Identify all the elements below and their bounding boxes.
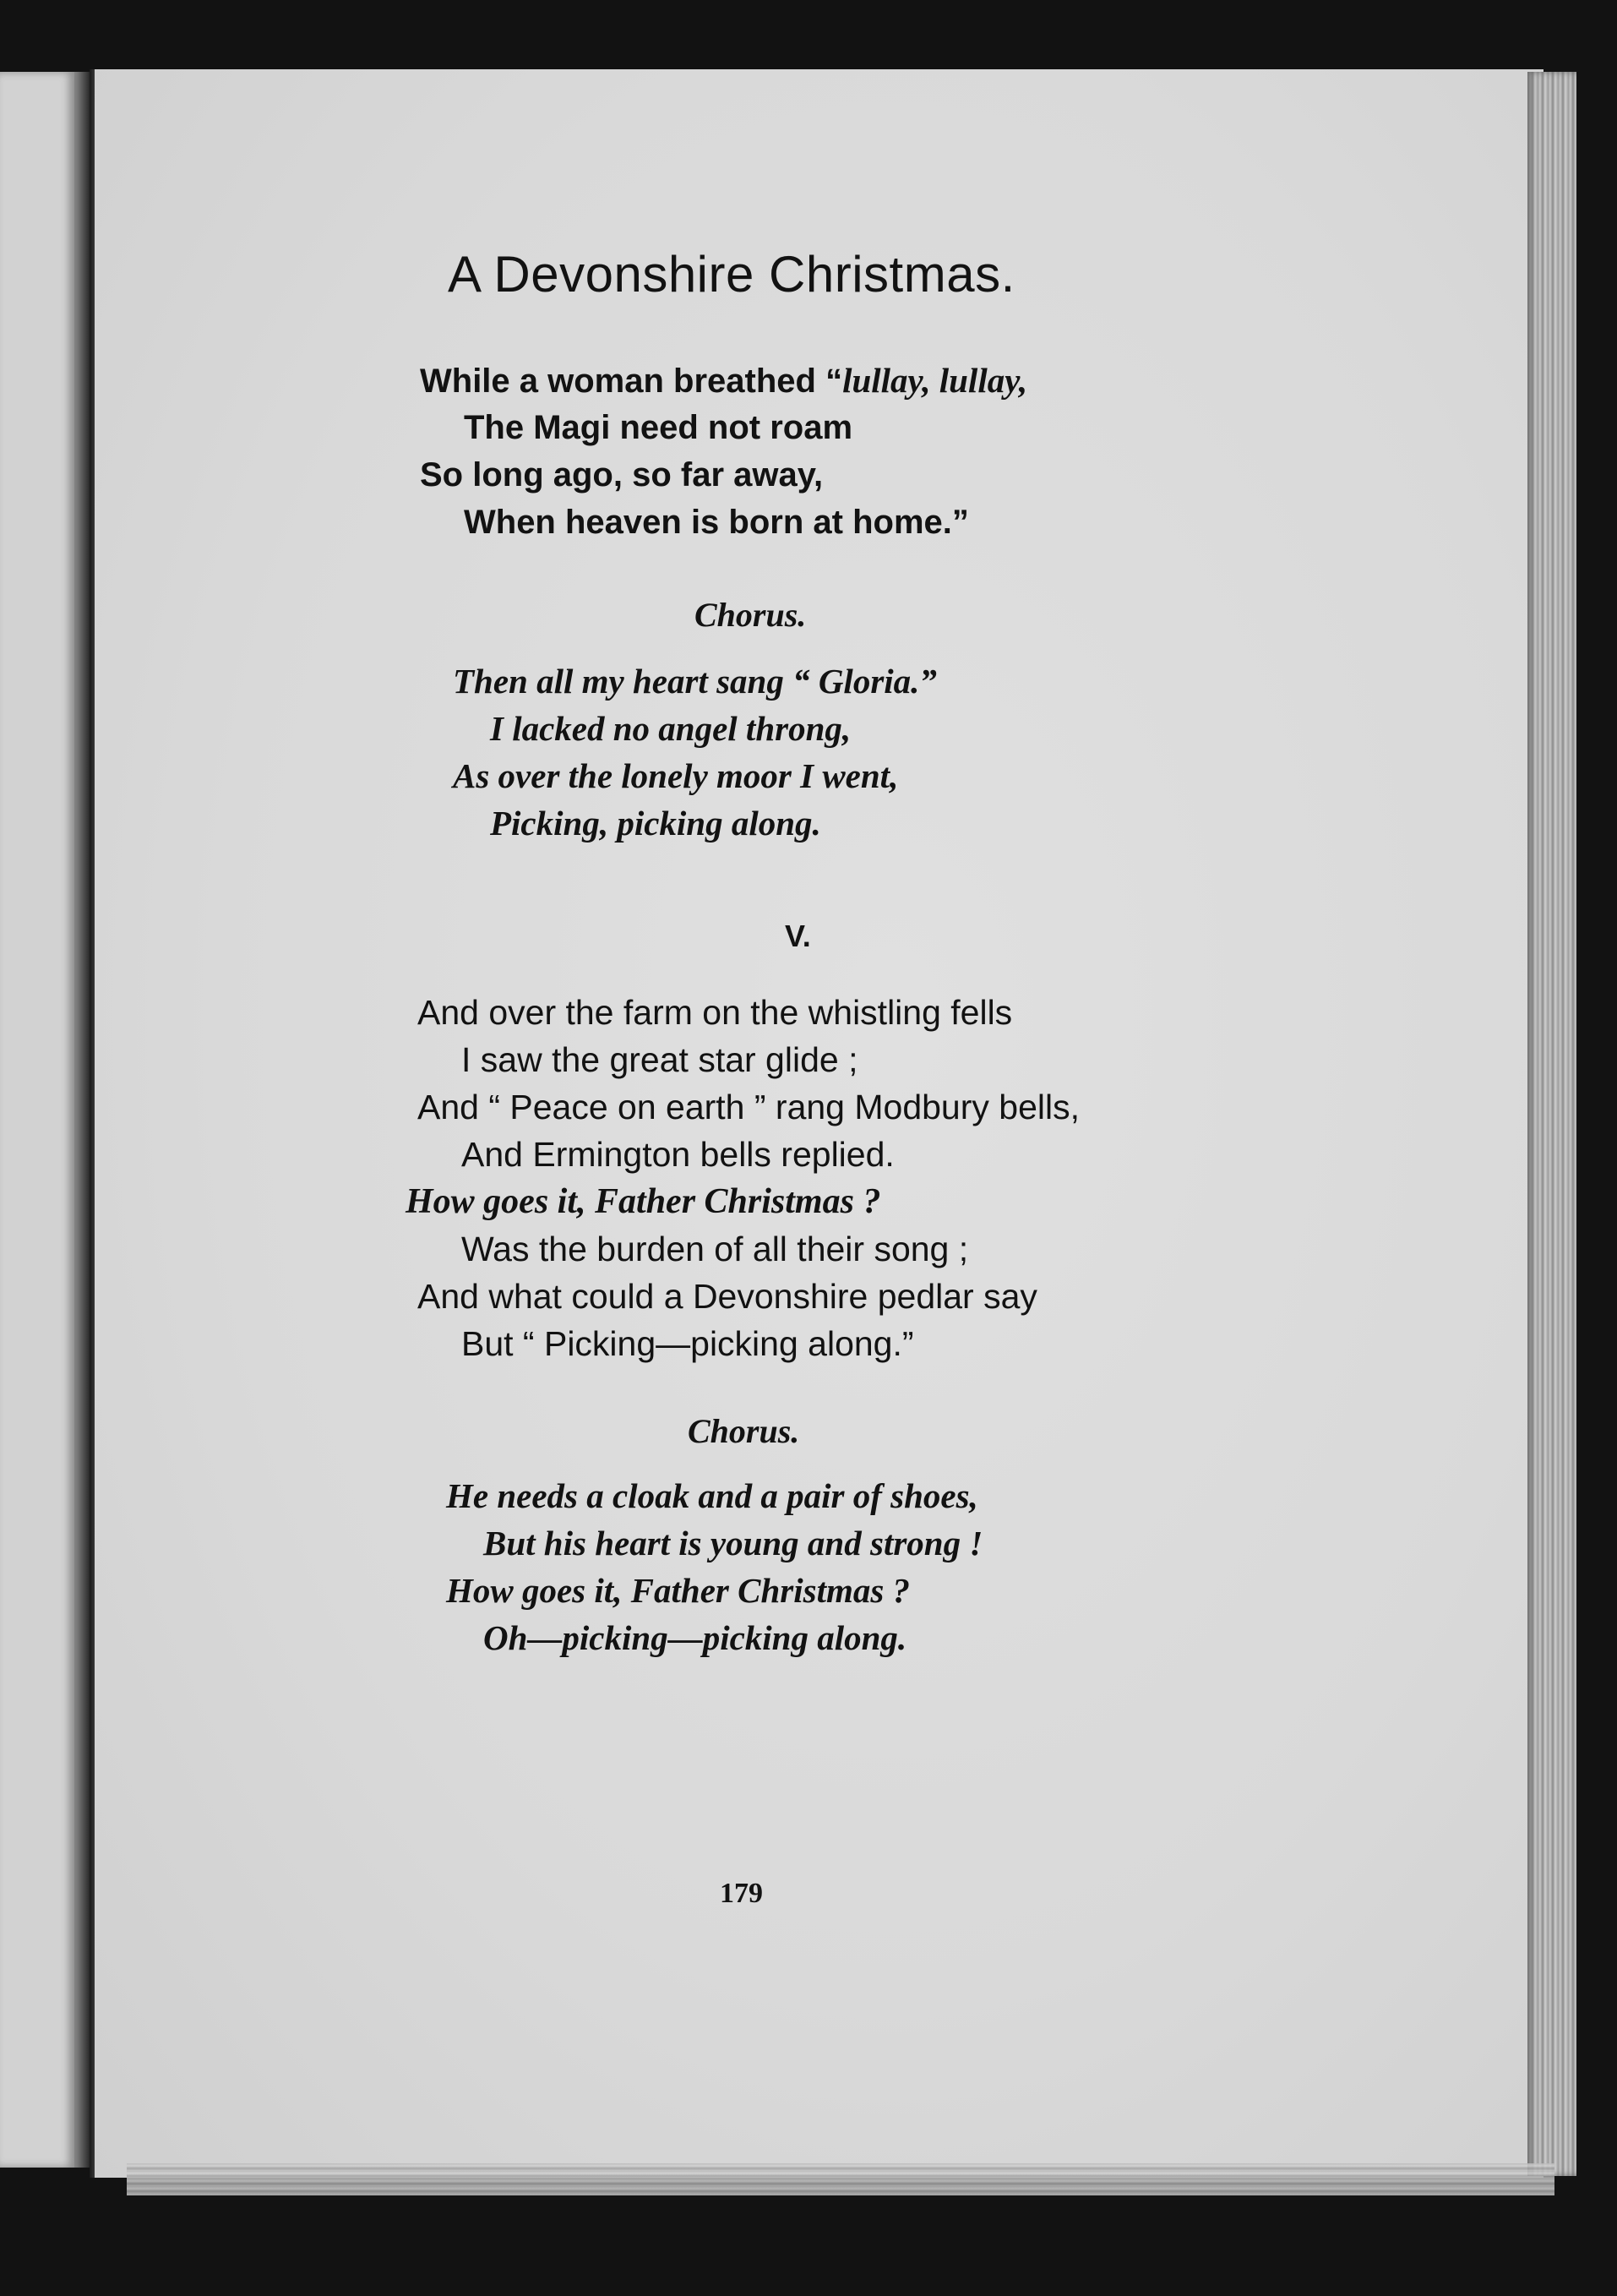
- line-segment: The Magi need not roam: [464, 409, 853, 446]
- stanza-2-line: And what could a Devonshire pedlar say: [417, 1277, 1037, 1316]
- line-segment: lullay, lullay,: [842, 361, 1028, 400]
- line-segment: While a woman breathed “: [420, 363, 843, 400]
- chorus-line: As over the lonely moor I went,: [453, 756, 899, 795]
- stanza-2-line: How goes it, Father Christmas ?: [406, 1182, 881, 1221]
- section-number: V.: [785, 919, 811, 953]
- stanza-2-line: And Ermington bells replied.: [461, 1135, 895, 1174]
- page-text: [95, 69, 1544, 2178]
- chorus-line: He needs a cloak and a pair of shoes,: [446, 1476, 978, 1515]
- stanza-2: [406, 989, 1080, 1367]
- chorus-line: Then all my heart sang “ Gloria.”: [453, 662, 937, 701]
- stanza-1-line: [420, 451, 1027, 499]
- page-number: 179: [720, 1878, 763, 1909]
- stanza-1-line: [420, 404, 1027, 451]
- stanza-2-line: Was the burden of all their song ;: [461, 1230, 969, 1268]
- line-segment: So long ago, so far away,: [420, 456, 824, 494]
- stanza-1-line: [420, 499, 1027, 546]
- chorus-line: But his heart is young and strong !: [483, 1524, 983, 1562]
- chorus-line: Picking, picking along.: [490, 804, 821, 843]
- chorus-line: I lacked no angel throng,: [490, 709, 852, 748]
- facing-page-surface: [0, 72, 74, 2168]
- chorus-2: [446, 1472, 983, 1661]
- chorus-line: How goes it, Father Christmas ?: [446, 1571, 911, 1610]
- poem-title: A Devonshire Christmas.: [448, 246, 1015, 303]
- line-segment: When heaven is born at home.”: [464, 504, 969, 541]
- facing-page-edge: [0, 72, 90, 2168]
- chorus-line: Oh—picking—picking along.: [483, 1618, 907, 1657]
- chorus-label-1: Chorus.: [694, 596, 807, 634]
- chorus-label-2: Chorus.: [688, 1412, 800, 1450]
- chorus-1: [453, 657, 937, 847]
- stanza-2-line: And “ Peace on earth ” rang Modbury bells,: [417, 1088, 1080, 1126]
- stanza-2-line: I saw the great star glide ;: [461, 1040, 858, 1079]
- stanza-1-line: [420, 357, 1027, 404]
- stanza-2-line: And over the farm on the whistling fells: [417, 993, 1013, 1032]
- stanza-2-line: But “ Picking—picking along.”: [461, 1324, 914, 1363]
- stanza-1: [420, 357, 1027, 546]
